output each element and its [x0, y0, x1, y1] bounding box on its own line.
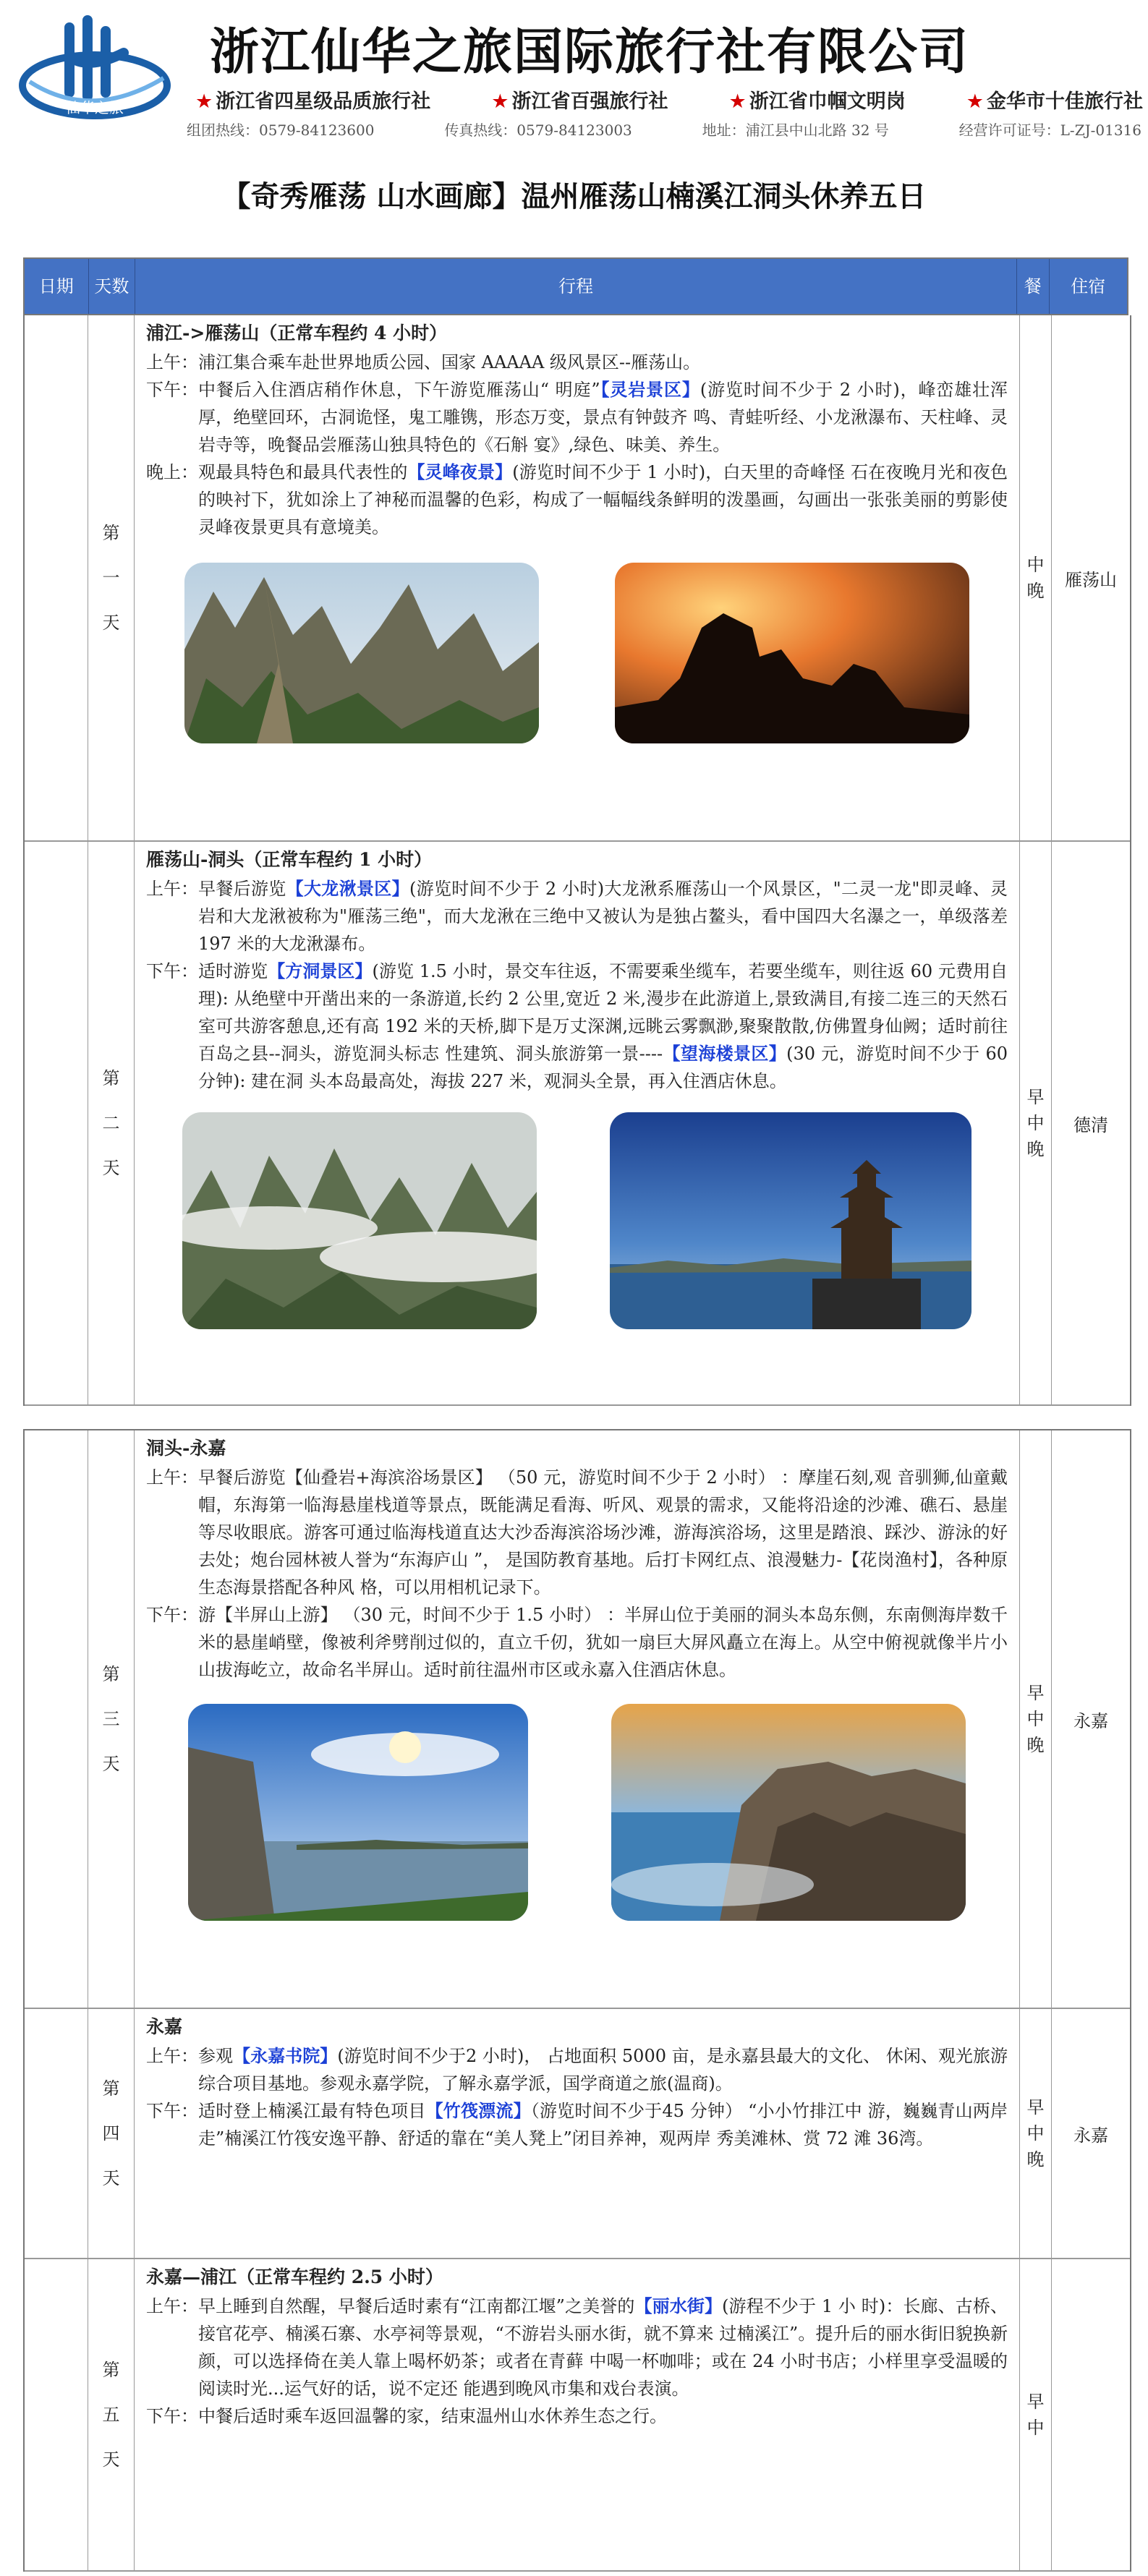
attraction-highlight: 【大龙湫景区】	[286, 878, 409, 899]
day-number-char: 第	[102, 1068, 120, 1088]
day-number	[88, 842, 135, 1404]
time-segment	[146, 2293, 1008, 2402]
meal-item: 早	[1026, 2097, 1045, 2117]
segment-text-part: （游览时间不少于45 分钟） “小小竹排江中 游，巍巍青山两岸走”楠溪江竹筏安逸平静、舒适的靠在“美人凳上”闭目养神，观两岸 秀美滩林、赏 72 滩 36湾。	[198, 2101, 1008, 2149]
segment-label: 下午：	[146, 961, 198, 981]
day-row	[25, 315, 1130, 842]
col-meals: 餐	[1017, 259, 1050, 314]
segment-label: 上午：	[146, 1467, 198, 1488]
trip-title: 【奇秀雁荡 山水画廊】温州雁荡山楠溪江洞头休养五日	[221, 179, 927, 213]
segment-text-part: 早餐后游览【仙叠岩+海滨浴场景区】 （50 元，游览时间不少于 2 小时） ：摩崖石刻,观 音驯狮,仙童戴帽，东海第一临海悬崖栈道等景点，既能满足看海、听风、观景的需求，又能将沿途的沙滩、礁石、悬崖等尽收眼底。游客可通过临海栈道直达大沙岙海滨浴场沙滩，游海滨浴场，这里是踏浪、踩沙、游泳的好去处；炮台园林被人誉为“东海庐山 ”， 是国防教育基地。后打卡网红点、浪漫魅力-【花岗渔村】，各种原生态海景搭配各种风 格，可以用相机记录下。	[198, 1467, 1008, 1598]
date-cell	[25, 2009, 88, 2258]
segment-text-part: 适时登上楠溪江最有特色项目	[198, 2101, 426, 2121]
day-number	[88, 2009, 135, 2258]
day-number-char: 四	[102, 2123, 120, 2144]
date-cell	[25, 1430, 88, 2008]
day-number-char: 一	[102, 568, 120, 588]
attraction-highlight: 【竹筏漂流】	[425, 2100, 531, 2121]
time-segment	[146, 376, 1008, 459]
segment-label: 上午：	[146, 2296, 198, 2316]
segment-text	[198, 958, 1008, 1095]
segment-text-part: 中餐后入住酒店稍作休息，下午游览雁荡山“ 明庭”	[198, 380, 600, 400]
segment-label: 晚上：	[146, 462, 198, 482]
day-row	[25, 2259, 1130, 2572]
segment-text	[198, 2293, 1008, 2402]
segment-text-part: 参观	[198, 2046, 234, 2066]
meal-item: 晚	[1026, 581, 1045, 601]
scenery-photos	[146, 1112, 1008, 1329]
segment-text	[198, 1464, 1008, 1601]
time-segment	[146, 349, 1008, 376]
segment-text-part: (游览时间不少于 2 小时)大龙湫系雁荡山一个风景区，"二灵一龙"即灵峰、灵岩和大龙湫被称为"雁荡三绝"，而大龙湫在三绝中又被认为是独占鳌头，看中国四大名瀑之一，单级落差 197 米的大龙湫瀑布。	[198, 879, 1008, 954]
time-segment	[146, 459, 1008, 541]
day-row	[25, 842, 1130, 1406]
date-cell	[25, 2259, 88, 2570]
day-number-char: 第	[102, 2360, 120, 2380]
segment-text-part: (游程不少于 1 小 时)：长廊、古桥、接官花亭、楠溪石寨、水亭祠等景观，“不游岩头丽水街，就不算来 过楠溪江”。提升后的丽水街旧貌换新颜，可以选择倚在美人靠上喝杯奶茶；或者在青藓 中喝一杯咖啡；或在 24 小时书店；小样里享受温暖的阅读时光...运气好的话，说不定还 能遇到晚风市集和戏台表演。	[198, 2296, 1008, 2399]
day-route: 洞头-永嘉	[146, 1438, 226, 1459]
day-route: 永嘉—浦江（正常车程约 2.5 小时）	[146, 2266, 443, 2287]
day-itinerary	[135, 2259, 1020, 2570]
time-segment	[146, 2402, 1008, 2430]
meal-item: 中	[1026, 1709, 1045, 1729]
star-icon: ★	[966, 90, 984, 113]
time-segment	[146, 958, 1008, 1095]
segment-label: 下午：	[146, 2101, 198, 2121]
time-segment	[146, 875, 1008, 958]
segment-label: 下午：	[146, 2406, 198, 2426]
meal-item: 早	[1026, 2392, 1045, 2412]
segment-text	[198, 2042, 1008, 2097]
day-number-char: 第	[102, 2078, 120, 2099]
day-number-char: 三	[102, 1709, 120, 1729]
stay-cell: 永嘉	[1073, 2125, 1108, 2146]
day-number-char: 天	[102, 2168, 120, 2188]
day-route: 雁荡山-洞头（正常车程约 1 小时）	[146, 849, 433, 870]
day-itinerary	[135, 842, 1020, 1404]
itinerary-block-2	[23, 1429, 1131, 2572]
segment-text	[198, 875, 1008, 958]
segment-text	[198, 2097, 1008, 2152]
meals-cell	[1020, 842, 1052, 1404]
day-number-char: 天	[102, 1754, 120, 1774]
segment-label: 下午：	[146, 380, 198, 400]
stay-cell: 永嘉	[1073, 1710, 1108, 1731]
license: 经营许可证号：L-ZJ-01316	[958, 121, 1141, 139]
col-stay: 住宿	[1071, 276, 1106, 297]
scenery-photo	[610, 1112, 971, 1329]
honor-item: ★ 浙江省巾帼文明岗	[728, 90, 906, 113]
segment-text-part: 早上睡到自然醒，早餐后适时素有“江南都江堰”之美誉的	[198, 2296, 635, 2316]
star-icon: ★	[491, 90, 509, 113]
day-number	[88, 315, 135, 840]
day-itinerary	[135, 1430, 1020, 2008]
meal-item: 晚	[1026, 2149, 1045, 2170]
scenery-photo	[182, 1112, 537, 1329]
col-itinerary: 行程	[135, 259, 1017, 314]
meal-item: 晚	[1026, 1139, 1045, 1159]
segment-text-part: 适时游览	[198, 961, 268, 981]
attraction-highlight: 【丽水街】	[634, 2295, 723, 2316]
day-number-char: 第	[102, 523, 120, 543]
day-route: 浦江->雁荡山（正常车程约 4 小时）	[146, 323, 448, 344]
time-segment	[146, 2097, 1008, 2152]
day-number-char: 天	[102, 1158, 120, 1178]
date-cell	[25, 842, 88, 1404]
meals-cell	[1020, 315, 1052, 840]
contact-bar	[187, 119, 1141, 140]
address: 地址：浦江县中山北路 32 号	[702, 121, 889, 139]
meal-item: 晚	[1026, 1735, 1045, 1755]
honor-item: ★ 浙江省百强旅行社	[491, 90, 668, 113]
meal-item: 早	[1026, 1683, 1045, 1703]
scenery-photos	[146, 1704, 1008, 1921]
date-cell	[25, 315, 88, 840]
stay-cell: 德清	[1073, 1114, 1108, 1135]
time-segment	[146, 2042, 1008, 2097]
segment-text-part: 游【半屏山上游】 （30 元，时间不少于 1.5 小时） ：半屏山位于美丽的洞头本岛东侧，东南侧海岸数千米的悬崖峭壁，像被利斧劈削过似的，直立千仞，犹如一扇巨大屏风矗立在海上。从空中俯视就像半片小山拔海屹立，故命名半屏山。适时前往温州市区或永嘉入住酒店休息。	[198, 1605, 1008, 1680]
segment-text-part: 早餐后游览	[198, 879, 286, 899]
segment-text	[198, 1601, 1008, 1684]
day-number-char: 五	[102, 2405, 120, 2425]
itinerary-block-1	[23, 315, 1131, 1406]
scenery-photos	[146, 563, 1008, 743]
meal-item: 早	[1026, 1087, 1045, 1107]
scenery-photo	[184, 563, 539, 743]
scenery-photo	[615, 563, 969, 743]
time-segment	[146, 1464, 1008, 1601]
attraction-highlight: 【灵峰夜景】	[407, 461, 513, 482]
honor-item: ★ 金华市十佳旅行社	[966, 90, 1143, 113]
attraction-highlight: 【灵岩景区】	[600, 379, 700, 400]
day-itinerary	[135, 315, 1020, 840]
day-route: 永嘉	[146, 2016, 183, 2037]
company-name: 浙江仙华之旅国际旅行社有限公司	[210, 24, 970, 81]
meal-item: 中	[1026, 1113, 1045, 1133]
segment-text	[198, 376, 1008, 459]
day-number	[88, 2259, 135, 2570]
scenery-photo	[611, 1704, 966, 1921]
meal-item: 中	[1026, 2418, 1045, 2438]
col-days: 天数	[89, 259, 136, 314]
itinerary-table-header	[23, 257, 1128, 315]
segment-text-part: (游览时间不少于 2 小时)，峰峦雄壮浑厚，绝壁回环，古洞诡怪，鬼工雕镌，形态万变，景点有钟鼓齐 鸣、青蛙听经、小龙湫瀑布、天柱峰、灵岩寺等，晚餐品尝雁荡山独具特色的《石斛 宴》,绿色、味美、养生。	[198, 380, 1008, 455]
day-row	[25, 1430, 1130, 2009]
logo-text: 仙华之旅	[66, 99, 124, 116]
segment-label: 下午：	[146, 1605, 198, 1625]
scenery-photo	[188, 1704, 528, 1921]
segment-text-part: 中餐后适时乘车返回温馨的家，结束温州山水休养生态之行。	[198, 2406, 667, 2426]
col-date: 日期	[25, 259, 89, 314]
meal-item: 中	[1026, 2123, 1045, 2144]
segment-label: 上午：	[146, 352, 198, 372]
segment-text-part: (游览时间不少于2 小时)， 占地面积 5000 亩，是永嘉县最大的文化、 休闲、观光旅游综合项目基地。参观永嘉学院，了解永嘉学派，国学商道之旅(温商)。	[198, 2046, 1008, 2094]
attraction-highlight: 【方洞景区】	[268, 960, 373, 981]
segment-text-part: (游览 1.5 小时，景交车往返，不需要乘坐缆车，若要坐缆车，则往返 60 元费用自理): 从绝壁中开凿出来的一条游道,长约 2 公里,宽近 2 米,漫步在此游道上,景致满目,有接二连三的天然石室可共游客憩息,还有高 192 米的天桥,脚下是万丈深渊,远眺云雾飘渺,聚聚散散,仿佛置身仙阙；适时前往百岛之县--洞头，游览洞头标志 性建筑、洞头旅游第一景----	[198, 961, 1008, 1064]
time-segment	[146, 1601, 1008, 1684]
meals-cell	[1020, 2009, 1052, 2258]
company-logo	[19, 13, 174, 121]
meals-cell	[1020, 2259, 1052, 2570]
stay-cell: 雁荡山	[1065, 569, 1117, 590]
segment-text-part: (游览时间不少于 1 小时)，白天里的奇峰怪 石在夜晚月光和夜色的映衬下，犹如涂上了神秘而温馨的色彩，构成了一幅幅线条鲜明的泼墨画，勾画出一张张美丽的剪影使灵峰夜景更具有意境美。	[198, 462, 1008, 537]
meals-cell	[1020, 1430, 1052, 2008]
honors-bar	[195, 85, 1143, 114]
day-number-char: 天	[102, 613, 120, 633]
day-number-char: 第	[102, 1664, 120, 1684]
day-row	[25, 2009, 1130, 2259]
segment-text-part: (30 元，游览时间不少于 60 分钟): 建在洞 头本岛最高处，海拔 227 米，观洞头全景，再入住酒店休息。	[198, 1044, 1008, 1091]
segment-text-part: 观最具特色和最具代表性的	[198, 462, 408, 482]
day-number-char: 二	[102, 1113, 120, 1133]
meal-item: 中	[1026, 555, 1045, 575]
segment-text	[198, 2402, 1008, 2430]
stay-cell	[1052, 2259, 1130, 2570]
group-phone: 组团热线：0579-84123600	[187, 121, 375, 139]
segment-text	[198, 459, 1008, 541]
star-icon: ★	[195, 90, 213, 113]
attraction-highlight: 【永嘉书院】	[233, 2045, 338, 2066]
segment-label: 上午：	[146, 879, 198, 899]
fax: 传真热线：0579-84123003	[444, 121, 632, 139]
day-itinerary	[135, 2009, 1020, 2258]
attraction-highlight: 【望海楼景区】	[663, 1043, 787, 1064]
segment-text-part: 浦江集合乘车赴世界地质公园、国家 AAAAA 级风景区--雁荡山。	[198, 352, 701, 372]
day-number	[88, 1430, 135, 2008]
star-icon: ★	[728, 90, 747, 113]
segment-label: 上午：	[146, 2046, 198, 2066]
honor-item: ★ 浙江省四星级品质旅行社	[195, 90, 431, 113]
segment-text	[198, 349, 1008, 376]
day-number-char: 天	[102, 2449, 120, 2470]
